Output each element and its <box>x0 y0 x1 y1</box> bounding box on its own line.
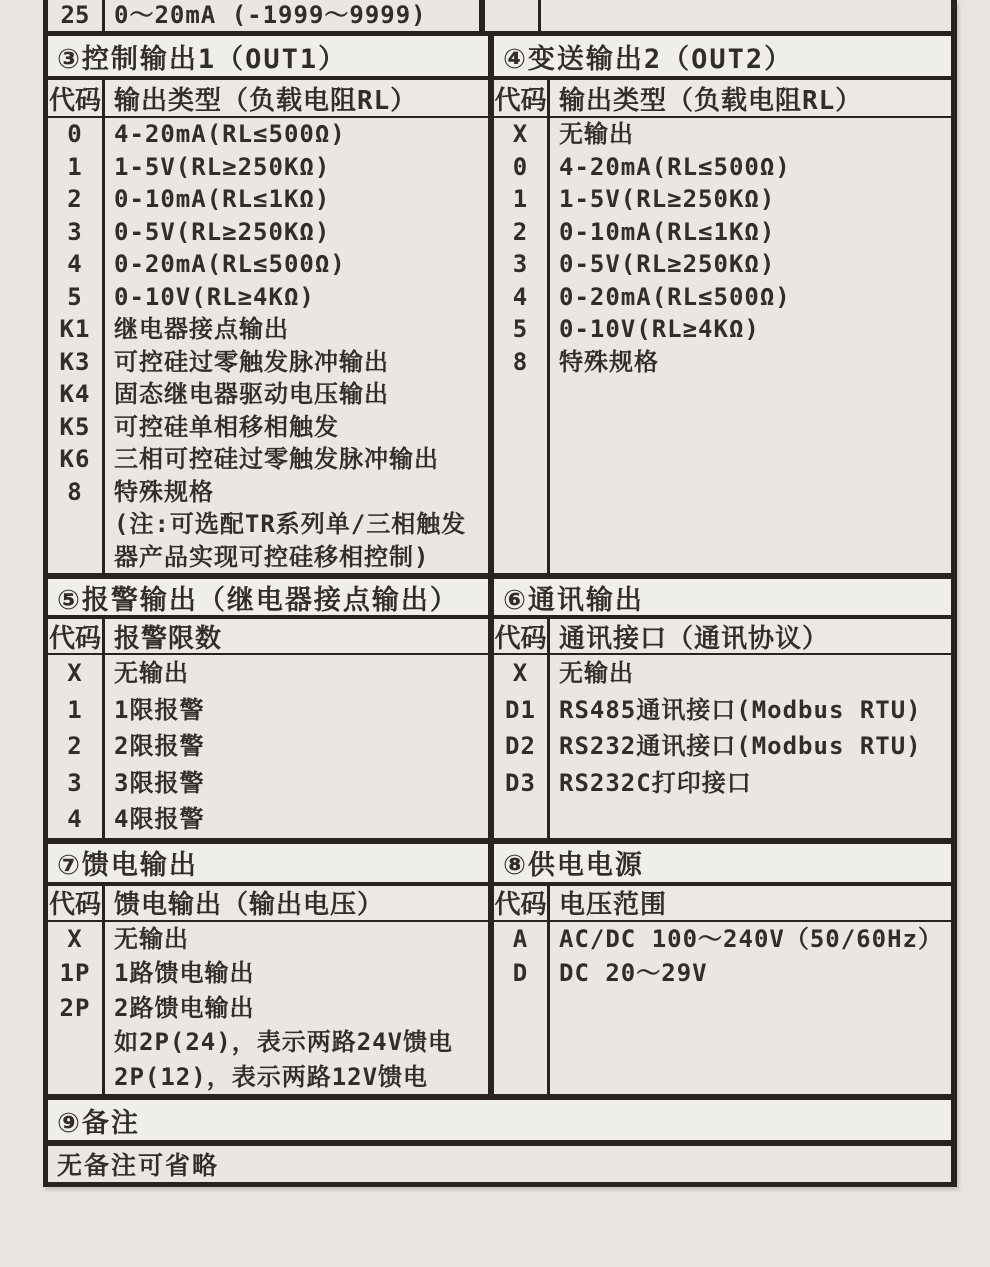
code-column-header: 代码 <box>48 80 105 116</box>
row-code: 1 <box>67 695 83 724</box>
row-code: 4 <box>67 250 83 278</box>
row-label: (注:可选配TR系列单/三相触发 <box>114 510 467 538</box>
row-label: 无输出 <box>559 659 634 687</box>
section-alarm <box>48 579 491 838</box>
row-label: 0-5V(RL≥250KΩ) <box>114 217 331 246</box>
empty-cell <box>541 0 951 31</box>
type-col <box>550 118 951 573</box>
code-column-header: 代码 <box>494 80 550 116</box>
column-header-row <box>494 886 951 922</box>
section-comm <box>491 579 951 838</box>
code-column-header: 代码 <box>494 619 550 653</box>
row-code: 1 <box>67 152 83 181</box>
row-code: 3 <box>512 250 529 278</box>
row-label: 可控硅过零触发脉冲输出 <box>114 347 389 376</box>
row-code <box>48 1060 102 1095</box>
row-label: 0-20mA(RL≤500Ω) <box>114 250 346 278</box>
row-label: 4-20mA(RL≤500Ω) <box>559 152 791 181</box>
row-code: D <box>512 959 529 987</box>
code-col <box>494 118 550 573</box>
row-label: 0～20mA (-1999～9999) <box>105 0 485 31</box>
row-label: 2P(12)，表示两路12V馈电 <box>114 1062 429 1091</box>
section-out1 <box>48 36 491 573</box>
row-label: 可控硅单相移相触发 <box>114 412 339 441</box>
row-code: 1P <box>59 959 91 987</box>
remark-note: 无备注可省略 <box>48 1146 951 1182</box>
row-code: 1 <box>512 185 529 213</box>
row-code: 8 <box>512 347 529 376</box>
row-label: 2限报警 <box>114 732 205 760</box>
row-label: 三相可控硅过零触发脉冲输出 <box>114 445 439 473</box>
row-label: 0-10V(RL≥4KΩ) <box>114 282 315 311</box>
type-col <box>550 655 951 838</box>
row-code: 5 <box>67 282 83 311</box>
row-code: D2 <box>505 732 536 760</box>
row-code: 3 <box>67 768 83 797</box>
row-label: 2路馈电输出 <box>114 993 255 1022</box>
section-band-out1-out2 <box>48 36 951 573</box>
section-body <box>494 118 951 573</box>
code-column-header: 代码 <box>48 886 105 920</box>
row-code: 4 <box>512 282 529 311</box>
row-label: 0-10V(RL≥4KΩ) <box>559 315 760 343</box>
row-label: 1-5V(RL≥250KΩ) <box>559 185 776 213</box>
row-code: 25 <box>48 0 105 31</box>
row-label: 特殊规格 <box>114 477 214 506</box>
row-code: 2 <box>67 732 83 760</box>
code-col <box>48 655 105 838</box>
label-column-header: 通讯接口（通讯协议） <box>559 623 830 654</box>
row-code: X <box>512 659 529 687</box>
empty-cell <box>485 0 541 31</box>
row-code: 4 <box>67 805 83 833</box>
table-row-partial <box>48 0 951 31</box>
row-code <box>48 1025 102 1060</box>
row-label: RS232C打印接口 <box>559 768 752 797</box>
type-col <box>105 655 488 838</box>
label-column-header: 电压范围 <box>559 890 668 920</box>
row-code: 0 <box>512 152 529 181</box>
section-title: ⑤报警输出（继电器接点输出） <box>48 579 488 619</box>
section-title: ⑥通讯输出 <box>494 579 951 619</box>
row-label: 1限报警 <box>114 695 205 724</box>
row-code: K6 <box>59 445 91 473</box>
row-label: 0-10mA(RL≤1KΩ) <box>559 217 776 246</box>
row-label: AC/DC 100～240V（50/60Hz） <box>559 924 943 953</box>
type-col <box>105 922 488 1095</box>
row-label: 如2P(24)，表示两路24V馈电 <box>114 1028 454 1056</box>
section-remark-title: ⑨备注 <box>48 1100 951 1140</box>
row-label: RS485通讯接口(Modbus RTU) <box>559 695 922 724</box>
row-code: 5 <box>512 315 529 343</box>
section-feed-output <box>48 844 491 1095</box>
row-code: X <box>67 659 83 687</box>
row-code: 0 <box>67 120 83 148</box>
code-col <box>48 118 105 573</box>
code-col <box>48 922 105 1095</box>
type-col <box>550 922 951 1095</box>
row-label: 1路馈电输出 <box>114 959 255 987</box>
row-code: D3 <box>505 768 536 797</box>
row-code: X <box>67 924 83 953</box>
section-body <box>494 922 951 1095</box>
row-code: A <box>512 924 529 953</box>
row-label: 0-20mA(RL≤500Ω) <box>559 282 791 311</box>
section-out2 <box>491 36 951 573</box>
row-code: 2 <box>512 217 529 246</box>
code-col <box>494 655 550 838</box>
row-label: 4限报警 <box>114 805 205 833</box>
section-title: ④变送输出2（OUT2） <box>494 36 951 80</box>
label-column-header: 馈电输出（输出电压） <box>114 890 385 920</box>
row-code: 2P <box>59 993 91 1022</box>
section-band-alarm-comm <box>48 579 951 838</box>
code-column-header: 代码 <box>48 619 105 653</box>
row-label: 1-5V(RL≥250KΩ) <box>114 152 331 181</box>
row-code: 8 <box>67 477 83 506</box>
type-col <box>105 118 488 573</box>
row-label: 固态继电器驱动电压输出 <box>114 380 389 408</box>
code-col <box>494 922 550 1095</box>
row-code: K3 <box>59 347 91 376</box>
row-label: 4-20mA(RL≤500Ω) <box>114 120 346 148</box>
section-title: ③控制输出1（OUT1） <box>48 36 488 80</box>
section-band-feed-supply <box>48 844 951 1095</box>
section-power-supply <box>491 844 951 1095</box>
row-label: 无输出 <box>114 659 189 687</box>
column-header-row <box>494 619 951 655</box>
row-label: 无输出 <box>114 924 189 953</box>
label-column-header: 输出类型（负载电阻RL） <box>114 85 418 116</box>
row-label: 继电器接点输出 <box>114 315 289 343</box>
section-body <box>48 118 488 573</box>
column-header-row <box>48 886 488 922</box>
row-code: K4 <box>59 380 91 408</box>
section-body <box>48 655 488 838</box>
row-label: 无输出 <box>559 120 634 148</box>
row-code <box>48 541 102 574</box>
code-column-header: 代码 <box>494 886 550 920</box>
row-code: 3 <box>67 217 83 246</box>
label-column-header: 输出类型（负载电阻RL） <box>559 85 863 116</box>
section-title: ⑧供电电源 <box>494 844 951 886</box>
row-label: 器产品实现可控硅移相控制) <box>114 542 430 571</box>
row-label: 3限报警 <box>114 768 205 797</box>
row-code: D1 <box>505 695 536 724</box>
column-header-row <box>48 619 488 655</box>
row-code: K1 <box>59 315 91 343</box>
row-label: DC 20～29V <box>559 959 708 987</box>
row-label: 0-10mA(RL≤1KΩ) <box>114 185 331 213</box>
column-header-row <box>48 80 488 118</box>
row-code <box>48 508 102 541</box>
section-body <box>494 655 951 838</box>
row-code: K5 <box>59 412 91 441</box>
row-code: 2 <box>67 185 83 213</box>
column-header-row <box>494 80 951 118</box>
ordering-code-table <box>43 0 957 1187</box>
section-body <box>48 922 488 1095</box>
row-code: X <box>512 120 529 148</box>
section-title: ⑦馈电输出 <box>48 844 488 886</box>
row-label: 0-5V(RL≥250KΩ) <box>559 250 776 278</box>
row-label: RS232通讯接口(Modbus RTU) <box>559 732 922 760</box>
label-column-header: 报警限数 <box>114 623 223 654</box>
row-label: 特殊规格 <box>559 347 659 376</box>
